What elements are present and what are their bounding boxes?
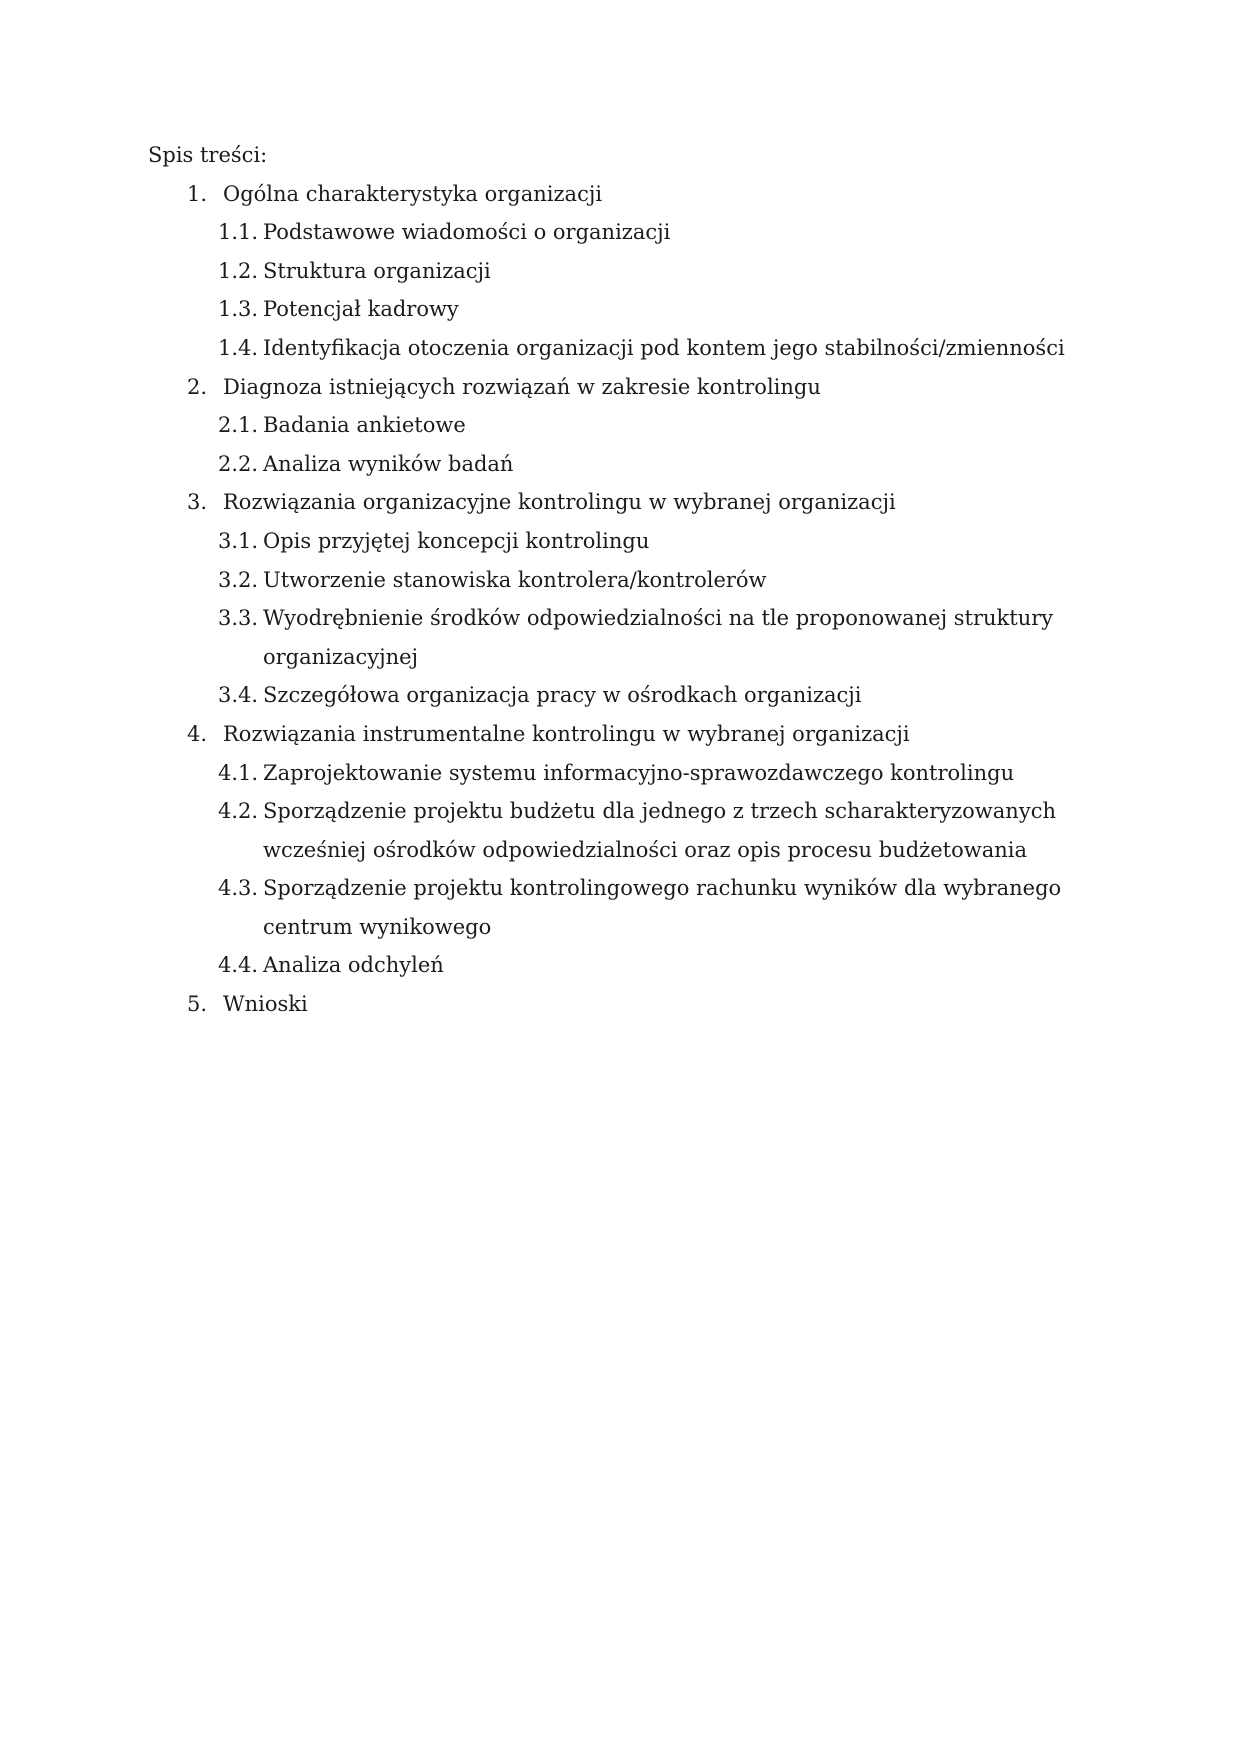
toc-title: Spis treści: <box>148 143 268 167</box>
toc-item-1 <box>187 175 1240 214</box>
toc-item-2-2 <box>218 445 1240 484</box>
toc-item-3-2 <box>218 561 1240 600</box>
toc-item-1-2 <box>218 252 1240 291</box>
toc-item-4-2 <box>218 792 1240 869</box>
toc-item-number: 3. <box>187 490 208 515</box>
toc-item-number: 1.1. <box>218 220 259 245</box>
toc-item-3-1 <box>218 522 1240 561</box>
toc-item-number: 3.3. <box>218 606 259 631</box>
toc-item-label-cont: organizacyjnej <box>263 644 419 669</box>
toc-item-label: Utworzenie stanowiska kontrolera/kontrolerów <box>263 567 767 592</box>
toc-item-number: 2.1. <box>218 413 259 438</box>
toc-item-number: 3.4. <box>218 683 259 708</box>
toc-item-label: Sporządzenie projektu budżetu dla jednego z trzech scharakteryzowanych <box>263 799 1056 824</box>
toc-item-label: Analiza odchyleń <box>263 953 444 978</box>
toc-item-label: Sporządzenie projektu kontrolingowego rachunku wyników dla wybranego <box>263 876 1062 901</box>
toc-item-5 <box>187 985 1240 1024</box>
toc-item-number: 3.2. <box>218 567 259 592</box>
toc-item-label: Rozwiązania instrumentalne kontrolingu w wybranej organizacji <box>223 721 910 746</box>
toc-item-2-1 <box>218 406 1240 445</box>
toc-item-number: 4.2. <box>218 799 259 824</box>
toc-item-label: Podstawowe wiadomości o organizacji <box>263 220 671 245</box>
toc-list <box>0 175 1240 1024</box>
toc-item-number: 4.1. <box>218 760 259 785</box>
toc-item-label: Diagnoza istniejących rozwiązań w zakresie kontrolingu <box>223 374 821 399</box>
toc-item-label: Identyfikacja otoczenia organizacji pod kontem jego stabilności/zmienności <box>263 335 1065 360</box>
toc-item-number: 4. <box>187 721 208 746</box>
toc-item-number: 1.2. <box>218 258 259 283</box>
toc-item-3 <box>187 483 1240 522</box>
toc-item-label: Wyodrębnienie środków odpowiedzialności na tle proponowanej struktury <box>263 606 1054 631</box>
toc-item-label: Szczegółowa organizacja pracy w ośrodkach organizacji <box>263 683 862 708</box>
toc-item-number: 4.3. <box>218 876 259 901</box>
toc-item-label: Ogólna charakterystyka organizacji <box>223 181 603 206</box>
toc-item-label: Badania ankietowe <box>263 413 466 438</box>
toc-item-2 <box>187 368 1240 407</box>
toc-item-number: 1. <box>187 181 208 206</box>
toc-item-label: Rozwiązania organizacyjne kontrolingu w wybranej organizacji <box>223 490 896 515</box>
toc-item-label: Analiza wyników badań <box>263 451 514 476</box>
toc-item-label: Wnioski <box>223 992 308 1017</box>
toc-item-number: 1.4. <box>218 335 259 360</box>
toc-item-label: Struktura organizacji <box>263 258 491 283</box>
toc-item-number: 1.3. <box>218 297 259 322</box>
toc-item-1-3 <box>218 290 1240 329</box>
toc-item-number: 4.4. <box>218 953 259 978</box>
toc-item-1-1 <box>218 213 1240 252</box>
toc-item-number: 5. <box>187 992 208 1017</box>
toc-item-4-3 <box>218 869 1240 946</box>
toc-item-1-4 <box>218 329 1240 368</box>
toc-item-label: Potencjał kadrowy <box>263 297 459 322</box>
toc-item-4-1 <box>218 754 1240 793</box>
toc-item-number: 3.1. <box>218 528 259 553</box>
toc-item-3-3 <box>218 599 1240 676</box>
toc-item-4 <box>187 715 1240 754</box>
toc-item-number: 2. <box>187 374 208 399</box>
toc-item-4-4 <box>218 946 1240 985</box>
toc-item-label: Zaprojektowanie systemu informacyjno-sprawozdawczego kontrolingu <box>263 760 1015 785</box>
toc-item-3-4 <box>218 676 1240 715</box>
toc-item-label-cont: centrum wynikowego <box>263 914 492 939</box>
toc-item-label: Opis przyjętej koncepcji kontrolingu <box>263 528 650 553</box>
toc-item-number: 2.2. <box>218 451 259 476</box>
toc-item-label-cont: wcześniej ośrodków odpowiedzialności oraz opis procesu budżetowania <box>263 837 1027 862</box>
